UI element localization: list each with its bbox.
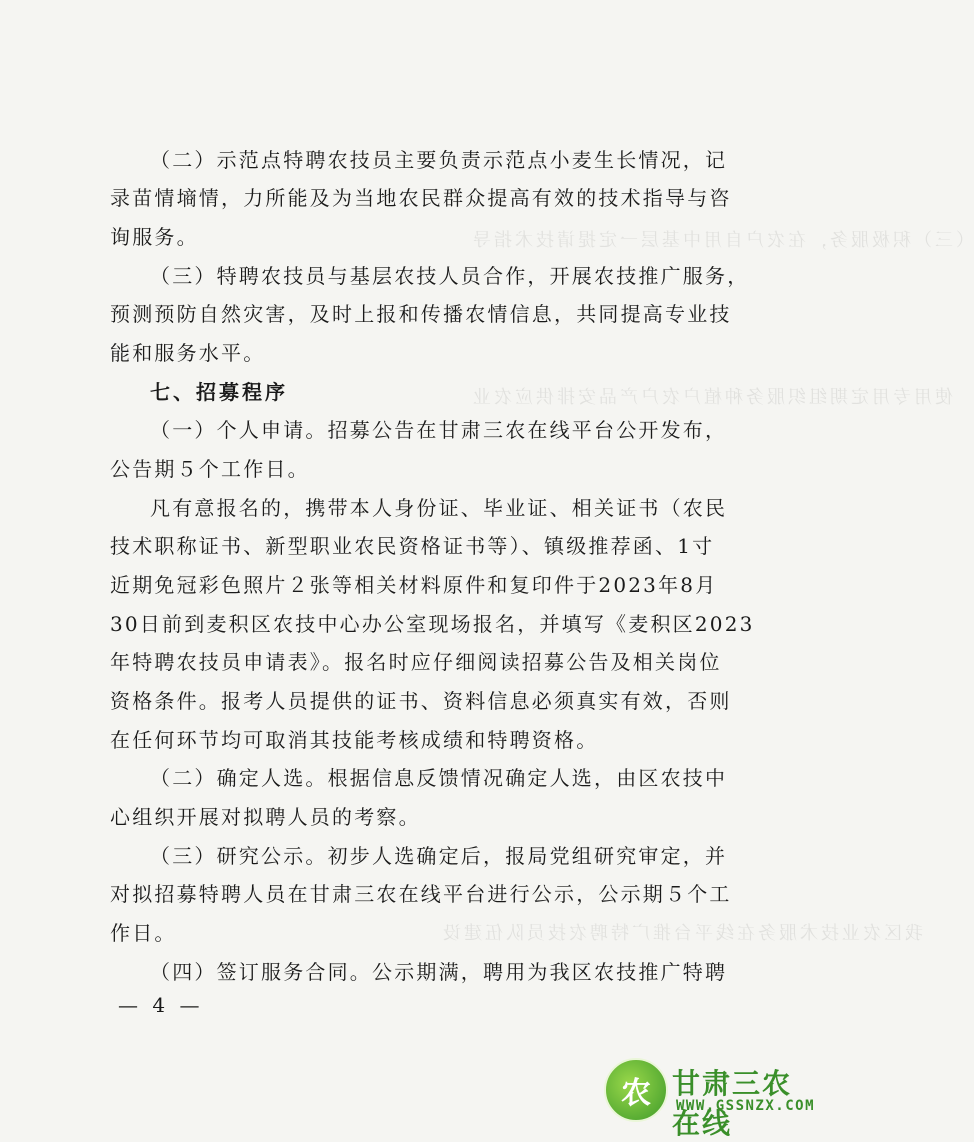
text-line: 心组织开展对拟聘人员的考察。 — [110, 805, 421, 829]
text-line: 询服务。 — [110, 225, 199, 249]
watermark-site-name: 甘肃三农在线 — [672, 1067, 793, 1140]
watermark-site-url: WWW.GSSNZX.COM — [676, 1098, 816, 1114]
site-watermark-logo — [600, 1052, 816, 1140]
text-line: （二）确定人选。根据信息反馈情况确定人选，由区农技中 — [150, 766, 728, 790]
page-number: — 4 — — [118, 993, 204, 1017]
text-line: 30日前到麦积区农技中心办公室现场报名，并填写《麦积区2023 — [110, 612, 755, 636]
text-line: 录苗情墒情，力所能及为当地农民群众提高有效的技术指导与咨 — [110, 186, 732, 210]
text-line: （一）个人申请。招募公告在甘肃三农在线平台公开发布， — [150, 418, 728, 442]
text-line: （三）特聘农技员与基层农技人员合作，开展农技推广服务， — [150, 264, 750, 288]
text-line: （三）研究公示。初步人选确定后，报局党组研究审定，并 — [150, 844, 728, 868]
text-line: 能和服务水平。 — [110, 341, 266, 365]
text-line: 预测预防自然灾害，及时上报和传播农情信息，共同提高专业技 — [110, 302, 732, 326]
leaf-badge-icon: 农 — [604, 1058, 668, 1122]
bleed-through-text: （三）积极服务，在农户自用中基层一定提请技术指导 — [470, 230, 974, 251]
text-line: 在任何环节均可取消其技能考核成绩和特聘资格。 — [110, 728, 599, 752]
text-line: （二）示范点特聘农技员主要负责示范点小麦生长情况，记 — [150, 148, 728, 172]
text-line: 资格条件。报考人员提供的证书、资料信息必须真实有效，否则 — [110, 689, 732, 713]
bleed-through-text: 我区农业技术服务在线平台推广特聘农技员队伍建设 — [440, 923, 923, 944]
text-line: 年特聘农技员申请表》。报名时应仔细阅读招募公告及相关岗位 — [110, 650, 722, 674]
text-line: 近期免冠彩色照片２张等相关材料原件和复印件于2023年8月 — [110, 573, 718, 597]
section-heading: 七、招募程序 — [150, 380, 288, 404]
text-line: （四）签订服务合同。公示期满，聘用为我区农技推广特聘 — [150, 960, 728, 984]
bleed-through-text: 使用专用定期组织服务种植户农户产品安排供应农业 — [470, 387, 953, 408]
text-line: 公告期５个工作日。 — [110, 457, 310, 481]
text-line: 作日。 — [110, 921, 177, 945]
text-line: 对拟招募特聘人员在甘肃三农在线平台进行公示，公示期５个工 — [110, 882, 732, 906]
text-line: 凡有意报名的，携带本人身份证、毕业证、相关证书（农民 — [150, 496, 728, 520]
text-line: 技术职称证书、新型职业农民资格证书等）、镇级推荐函、1寸 — [110, 534, 715, 558]
